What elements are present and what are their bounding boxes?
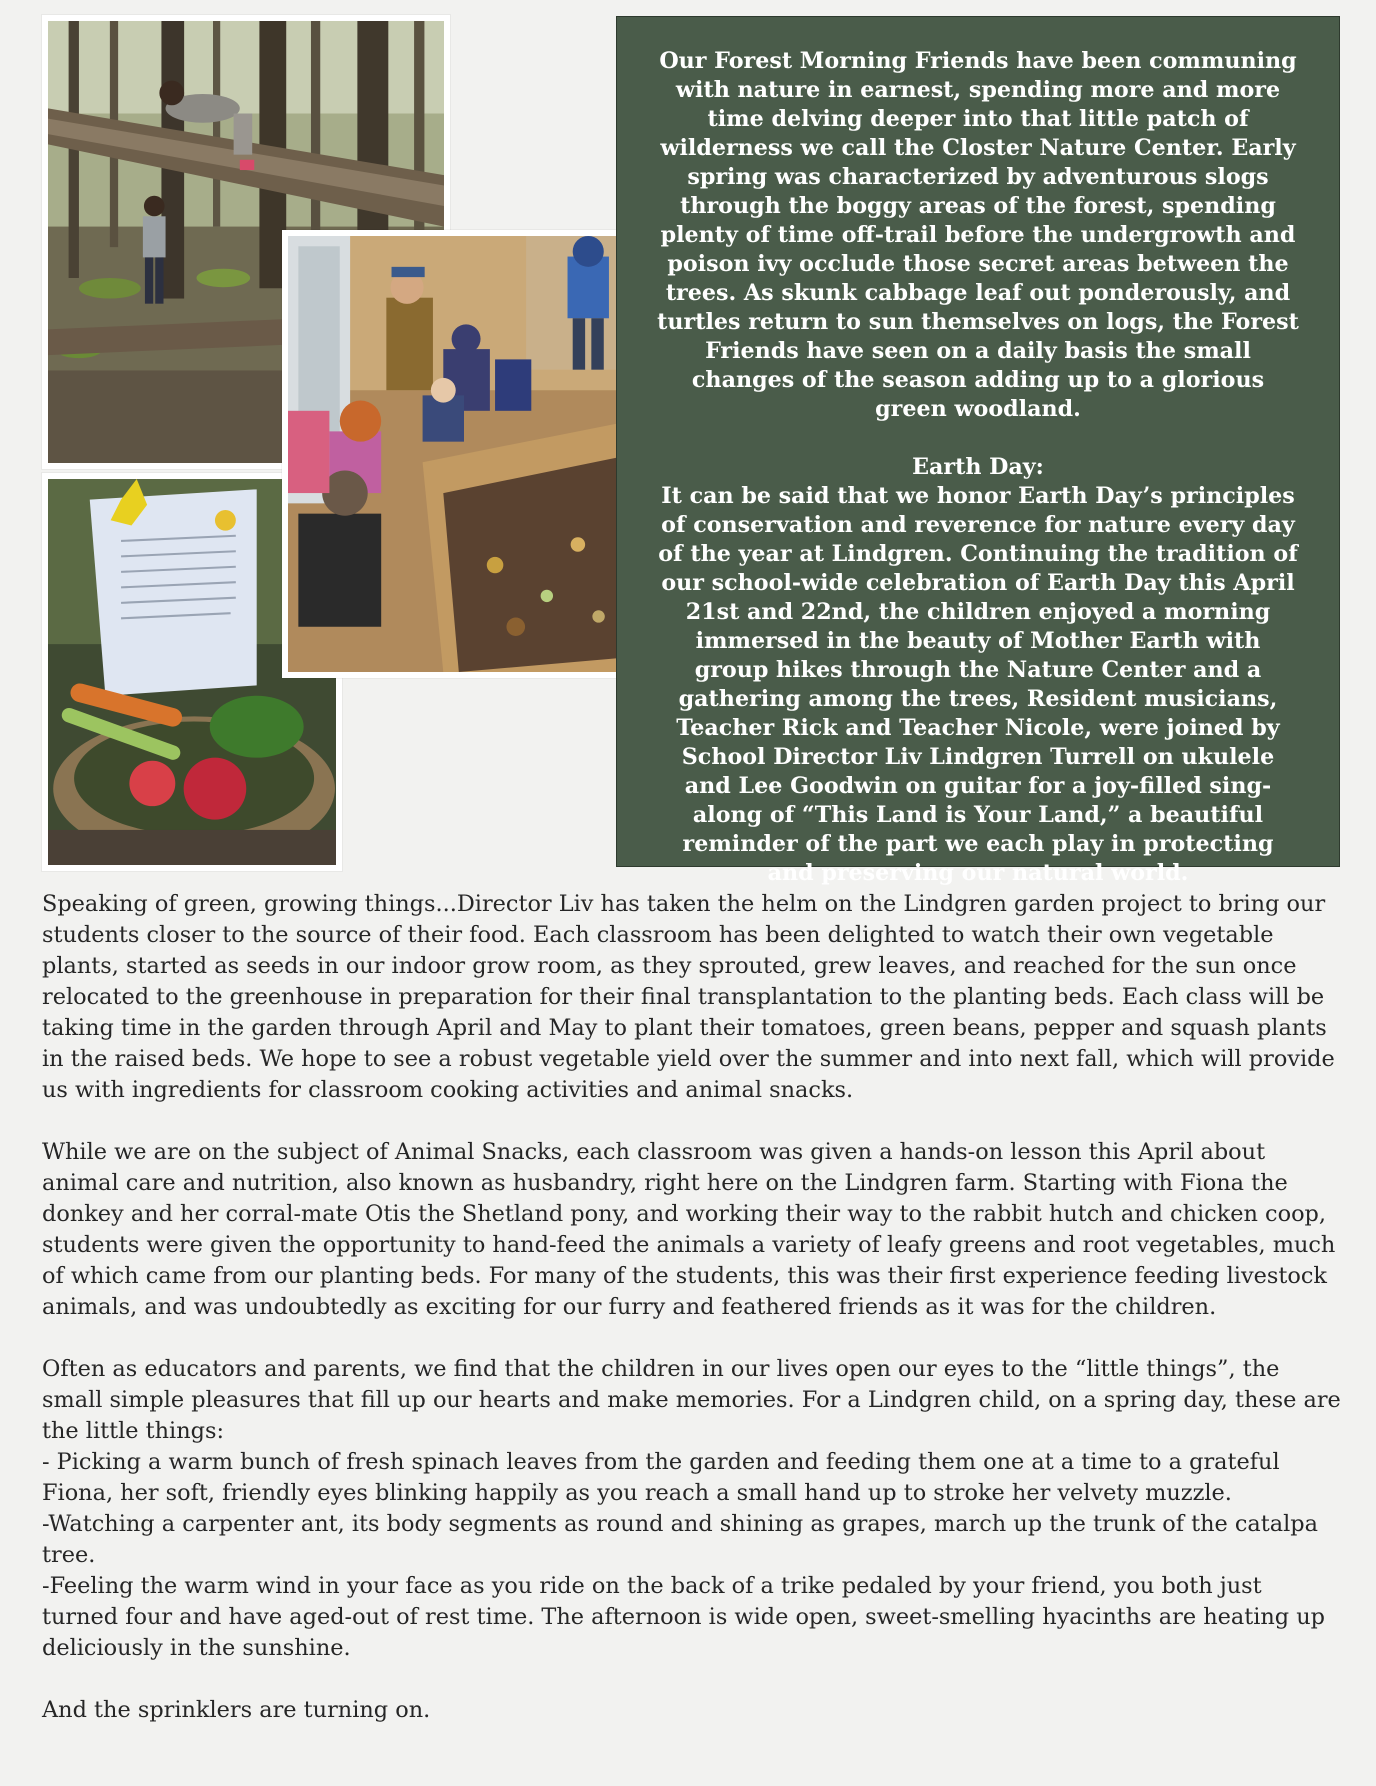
compost-photo-illustration bbox=[288, 236, 640, 672]
animal-snacks-paragraph: While we are on the subject of Animal Snacks, each classroom was given a hands-on lesson this April about animal care and nutrition, also known as husbandry, right here on the Lindgren farm. Starting with Fiona the donkey and her corral-mate Otis the Shetland pony, and working their way to the rabbit hutch and chicken coop, students were given the opportunity to hand-feed the animals a variety of leafy greens and root vegetables, much of which came from our planting beds. For many of the students, this was their first experience feeding livestock animals, and was undoubtedly as exciting for our furry and feathered friends as it was for the children. bbox=[42, 1139, 1336, 1320]
compost-photo bbox=[282, 230, 646, 678]
forest-friends-intro: Our Forest Morning Friends have been communing with nature in earnest, spending more and more time delving deeper into that little patch of wilderness we call the Closter Nature Center. Early spring was characterized by adventurous slogs through the boggy areas of the forest, spending plenty of time off-trail before the undergrowth and poison ivy occlude those secret areas between the trees. As skunk cabbage leaf out ponderously, and turtles return to sun themselves on logs, the Forest Friends have seen on a daily basis the small changes of the season adding up to a glorious green woodland. bbox=[657, 48, 1299, 422]
little-thing-item: -Feeling the warm wind in your face as you ride on the back of a trike pedaled by your friend, you both just turned four and have aged-out of rest time. The afternoon is wide open, sweet-smelling hyacinths are heating up deliciously in the sunshine. bbox=[42, 1573, 1326, 1661]
little-thing-item: - Picking a warm bunch of fresh spinach leaves from the garden and feeding them one at a time to a grateful Fiona, her soft, friendly eyes blinking happily as you reach a small hand up to stroke her velvety muzzle. bbox=[42, 1449, 1280, 1506]
closing-line: And the sprinklers are turning on. bbox=[42, 1697, 431, 1723]
garden-paragraph: Speaking of green, growing things...Director Liv has taken the helm on the Lindgren garden project to bring our students closer to the source of their food. Each classroom has been delighted to watch their own vegetable plants, started as seeds in our indoor grow room, as they sprouted, grew leaves, and reached for the sun once relocated to the greenhouse in preparation for their final transplantation to the planting beds. Each class will be taking time in the garden through April and May to plant their tomatoes, green beans, pepper and squash plants in the raised beds. We hope to see a robust vegetable yield over the summer and into next fall, which will provide us with ingredients for classroom cooking activities and animal snacks. bbox=[42, 891, 1335, 1103]
article-body bbox=[42, 889, 1342, 1726]
little-things-intro: Often as educators and parents, we find that the children in our lives open our eyes to the “little things”, the small simple pleasures that fill up our hearts and make memories. For a Lindgren child, on a spring day, these are the little things: bbox=[42, 1356, 1341, 1444]
earth-day-heading: Earth Day: bbox=[912, 454, 1044, 480]
forest-friends-sidebar bbox=[616, 16, 1340, 886]
earth-day-text: It can be said that we honor Earth Day’s principles of conservation and reverence for nature every day of the year at Lindgren. Continuing the tradition of our school-wide celebration of Earth Day this April 21st and 22nd, the children enjoyed a morning immersed in the beauty of Mother Earth with group hikes through the Nature Center and a gathering among the trees, Resident musicians, Teacher Rick and Teacher Nicole, were joined by School Director Liv Lindgren Turrell on ukulele and Lee Goodwin on guitar for a joy-filled sing-along of “This Land is Your Land,” a beautiful reminder of the part we each play in protecting and preserving our natural world. bbox=[658, 483, 1298, 886]
little-thing-item: -Watching a carpenter ant, its body segments as round and shining as grapes, march up the trunk of the catalpa tree. bbox=[42, 1511, 1318, 1568]
